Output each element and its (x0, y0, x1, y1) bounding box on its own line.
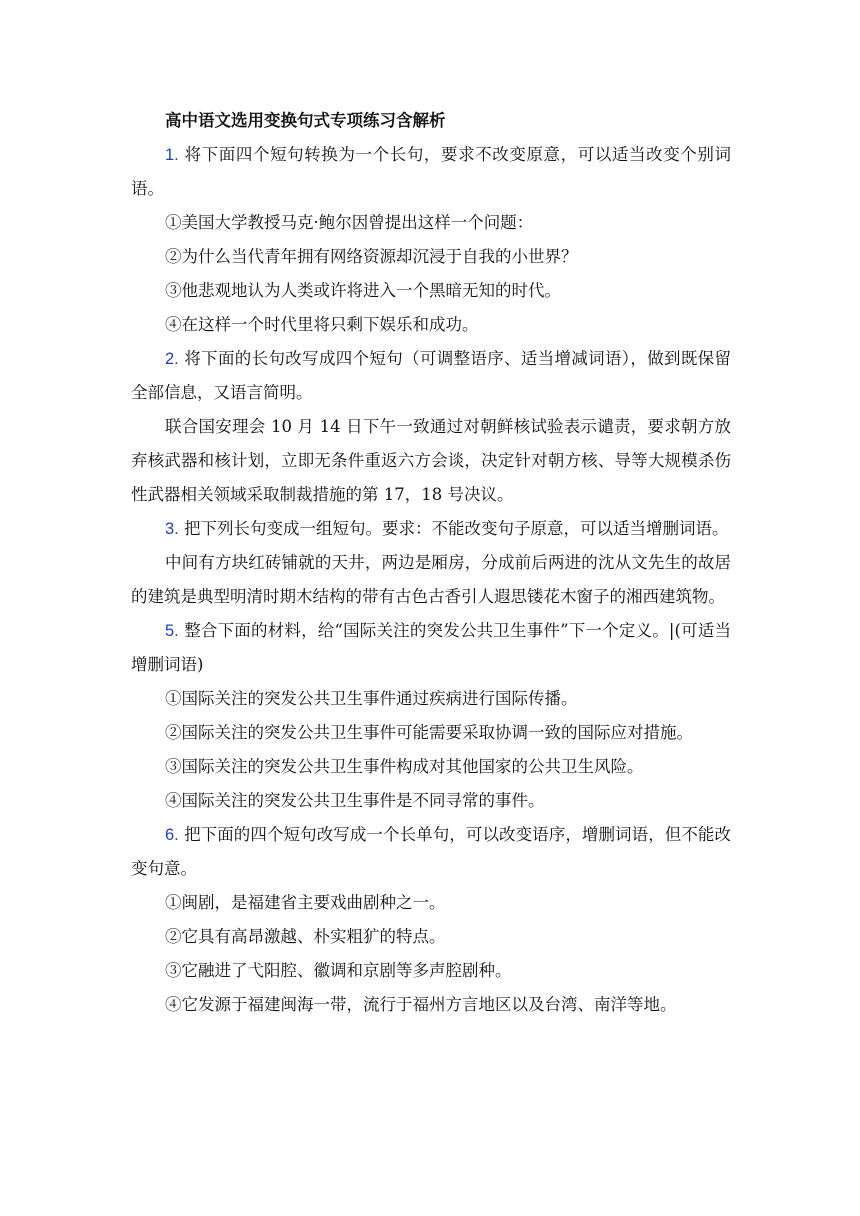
question-2-text: 将下面的长句改写成四个短句（可调整语序、适当增减词语），做到既保留全部信息，又语言简明。 (131, 349, 731, 402)
question-5-item-3: ③国际关注的突发公共卫生事件构成对其他国家的公共卫生风险。 (165, 757, 644, 776)
question-6-item-3: ③它融进了弋阳腔、徽调和京剧等多声腔剧种。 (165, 961, 512, 980)
question-6-item-2: ②它具有高昂激越、朴实粗犷的特点。 (165, 927, 446, 946)
question-6-item-1: ①闽剧，是福建省主要戏曲剧种之一。 (165, 893, 446, 912)
question-6-item-4: ④它发源于福建闽海一带，流行于福州方言地区以及台湾、南洋等地。 (165, 995, 677, 1014)
document-title: 高中语文选用变换句式专项练习含解析 (165, 111, 446, 130)
question-5-prompt (131, 614, 731, 682)
question-5-item-4: ④国际关注的突发公共卫生事件是不同寻常的事件。 (165, 791, 545, 810)
question-6-number: 6. (165, 826, 179, 844)
question-3-prompt (131, 512, 731, 546)
question-3-text: 把下列长句变成一组短句。要求：不能改变句子原意，可以适当增删词语。 (178, 519, 729, 538)
question-1-item-4: ④在这样一个时代里将只剩下娱乐和成功。 (165, 315, 479, 334)
question-1-item-3: ③他悲观地认为人类或许将进入一个黑暗无知的时代。 (165, 281, 561, 300)
question-3-passage: 中间有方块红砖铺就的天井，两边是厢房，分成前后两进的沈从文先生的故居的建筑是典型明清时期木结构的带有古色古香引人遐思镂花木窗子的湘西建筑物。 (131, 553, 731, 606)
question-5-item-2: ②国际关注的突发公共卫生事件可能需要采取协调一致的国际应对措施。 (165, 723, 693, 742)
question-1-item-1: ①美国大学教授马克·鲍尔因曾提出这样一个问题： (165, 213, 534, 232)
question-2-prompt (131, 342, 731, 410)
question-5-number: 5. (165, 622, 179, 640)
question-3-number: 3. (165, 520, 179, 538)
question-1-prompt (131, 138, 731, 206)
question-1-number: 1. (165, 146, 179, 164)
question-6-text: 把下面的四个短句改写成一个长单句，可以改变语序，增删词语，但不能改变句意。 (131, 825, 731, 878)
document-page (131, 104, 731, 1022)
question-5-item-1: ①国际关注的突发公共卫生事件通过疾病进行国际传播。 (165, 689, 578, 708)
question-1-text: 将下面四个短句转换为一个长句，要求不改变原意，可以适当改变个别词语。 (131, 145, 731, 198)
question-6-prompt (131, 818, 731, 886)
question-2-passage: 联合国安理会 10 月 14 日下午一致通过对朝鲜核试验表示谴责，要求朝方放弃核武器和核计划，立即无条件重返六方会谈，决定针对朝方核、导等大规模杀伤性武器相关领域采取制裁措施的第 17，18 号决议。 (131, 417, 731, 504)
question-5-text: 整合下面的材料，给“国际关注的突发公共卫生事件”下一个定义。|(可适当增删词语) (131, 621, 731, 674)
question-2-number: 2. (165, 350, 179, 368)
question-1-item-2: ②为什么当代青年拥有网络资源却沉浸于自我的小世界？ (165, 247, 578, 266)
